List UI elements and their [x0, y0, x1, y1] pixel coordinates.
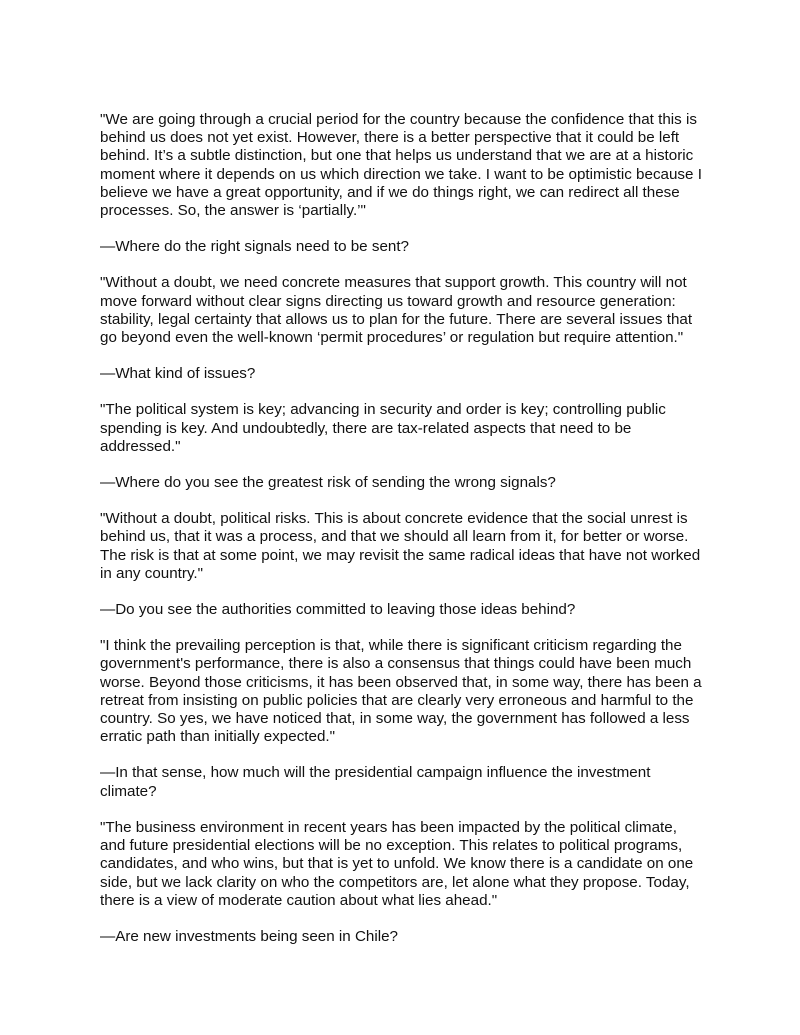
- question-paragraph: —Where do you see the greatest risk of sending the wrong signals?: [100, 474, 556, 492]
- question-paragraph: —In that sense, how much will the presidential campaign influence the investment climate?: [100, 764, 651, 800]
- question-paragraph: —Where do the right signals need to be sent?: [100, 238, 410, 256]
- answer-paragraph: "The political system is key; advancing in security and order is key; controlling public spending is key. And undoubtedly, there are tax-related aspects that need to be addressed.": [100, 401, 666, 455]
- question-paragraph: —Are new investments being seen in Chile?: [100, 927, 399, 945]
- document-body: [100, 111, 705, 964]
- answer-paragraph: "Without a doubt, political risks. This is about concrete evidence that the social unrest is behind us, that it was a process, and that we should all learn from it, for better or worse. The risk is that at some point, we may revisit the same radical ideas that have not worked in any country.": [100, 510, 701, 582]
- question-paragraph: —What kind of issues?: [100, 365, 256, 383]
- answer-paragraph: "The business environment in recent years has been impacted by the political climate, and future presidential elections will be no exception. This relates to political programs, candidates, and who wins, but that is yet to unfold. We know there is a candidate on one side, but we lack clarity on who the competitors are, let alone what they propose. Today, there is a view of moderate caution about what lies ahead.": [100, 818, 694, 909]
- answer-paragraph: "We are going through a crucial period for the country because the confidence that this is behind us does not yet exist. However, there is a better perspective that it could be left behind. It’s a subtle distinction, but one that helps us understand that we are at a historic moment where it depends on us which direction we take. I want to be optimistic because I believe we have a great opportunity, and if we do things right, we can redirect all these processes. So, the answer is ‘partially.’": [100, 111, 702, 220]
- question-paragraph: —Do you see the authorities committed to leaving those ideas behind?: [100, 601, 576, 619]
- answer-paragraph: "I think the prevailing perception is that, while there is significant criticism regarding the government's performance, there is also a consensus that things could have been much worse. Beyond those criticisms, it has been observed that, in some way, there has been a retreat from insisting on public policies that are clearly very erroneous and harmful to the country. So yes, we have noticed that, in some way, the government has followed a less erratic path than initially expected.": [100, 637, 702, 746]
- answer-paragraph: "Without a doubt, we need concrete measures that support growth. This country will not move forward without clear signs directing us toward growth and resource generation: stability, legal certainty that allows us to plan for the future. There are several issues that go beyond even the well-known ‘permit procedures’ or regulation but require attention.": [100, 274, 693, 347]
